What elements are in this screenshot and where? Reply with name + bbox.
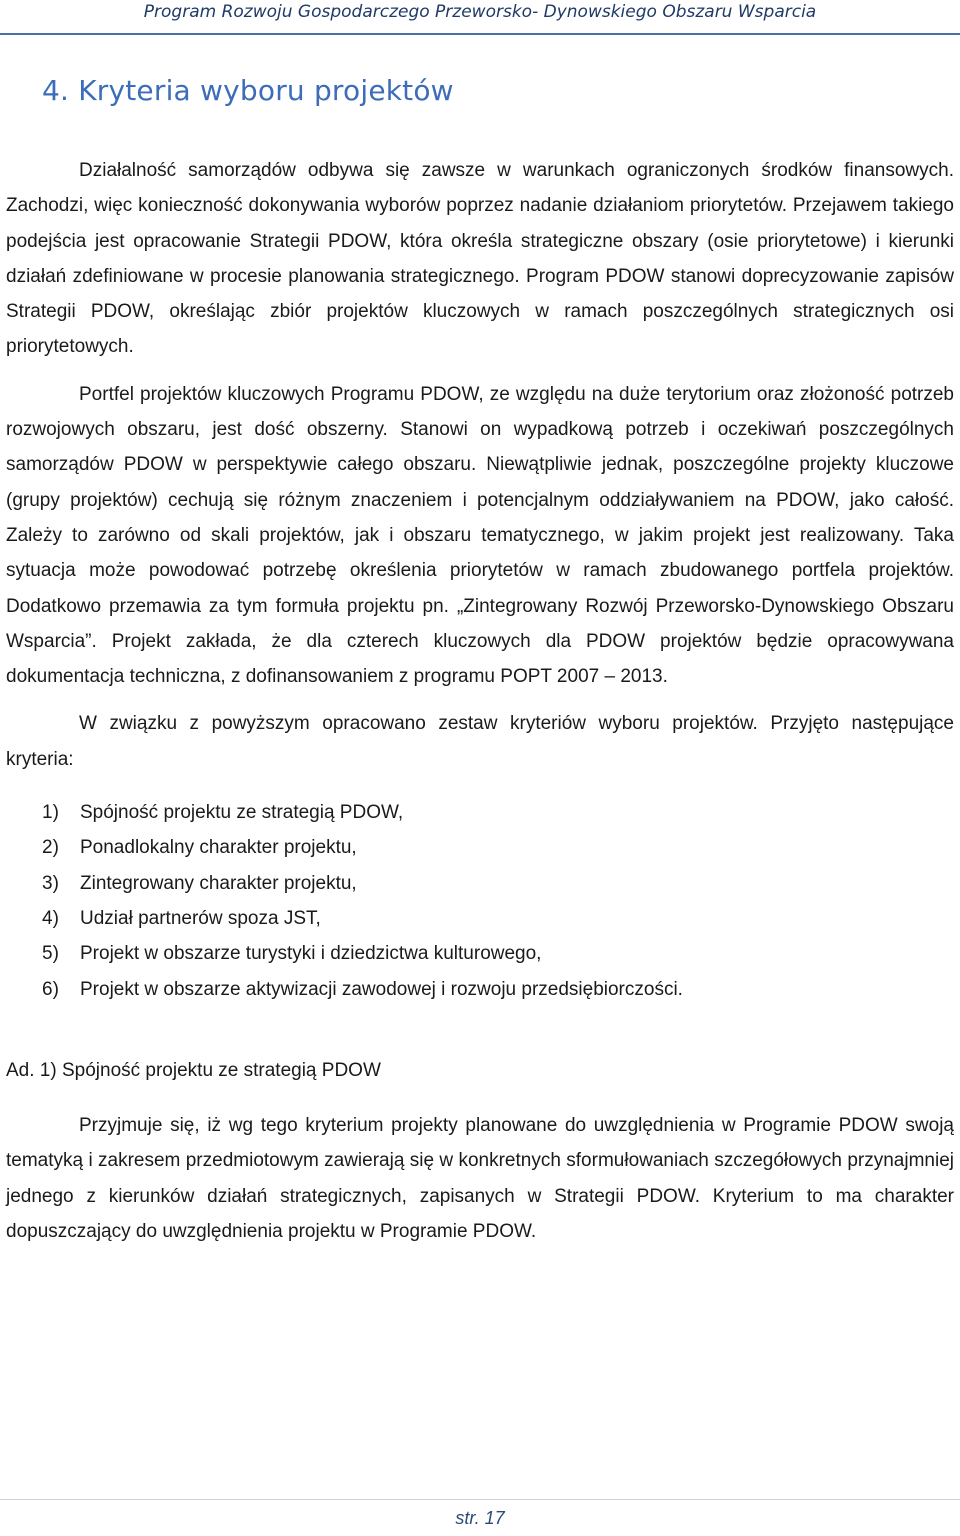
list-item-text: Spójność projektu ze strategią PDOW, (80, 802, 404, 824)
paragraph-portfolio: Portfel projektów kluczowych Programu PDOW, ze względu na duże terytorium oraz złożoność potrzeb rozwojowych obszaru, jest dość obszerny. Stanowi on wypadkową potrzeb i oczekiwań poszczególnych samorządów PDOW w perspektywie całego obszaru. Niewątpliwie jednak, poszczególne projekty kluczowe (grupy projektów) cechują się różnym znaczeniem i potencjalnym oddziaływaniem na PDOW, jako całość. Zależy to zarówno od skali projektów, jak i obszaru tematycznego, w jakim projekt jest realizowany. Taka sytuacja może powodować potrzebę określenia priorytetów w ramach zbudowanego portfela projektów. Dodatkowo przemawia za tym formuła projektu pn. „Zintegrowany Rozwój Przeworsko-Dynowskiego Obszaru Wsparcia”. Projekt zakłada, że dla czterech kluczowych dla PDOW projektów będzie opracowywana dokumentacja techniczna, z dofinansowaniem z programu POPT 2007 – 2013. (6, 383, 954, 688)
footer-rule (0, 1499, 960, 1500)
list-item (6, 866, 954, 901)
list-item (6, 936, 954, 971)
list-item-number: 1) (42, 802, 59, 824)
list-item (6, 830, 954, 865)
list-item (6, 972, 954, 1007)
criteria-list (6, 795, 954, 1007)
subsection-heading: Ad. 1) Spójność projektu ze strategią PDOW (6, 1059, 381, 1081)
list-item-text: Zintegrowany charakter projektu, (80, 872, 357, 894)
body-content (6, 153, 954, 1249)
list-item-text: Projekt w obszarze aktywizacji zawodowej i rozwoju przedsiębiorczości. (80, 978, 683, 1000)
list-item (6, 901, 954, 936)
list-item-text: Udział partnerów spoza JST, (80, 907, 321, 929)
page-number: str. 17 (455, 1508, 505, 1528)
list-item-number: 2) (42, 837, 59, 859)
list-item-number: 4) (42, 907, 59, 929)
list-item-number: 6) (42, 978, 59, 1000)
section-heading: 4. Kryteria wyboru projektów (42, 74, 454, 107)
header-rule (0, 33, 960, 35)
list-item-text: Projekt w obszarze turystyki i dziedzictwa kulturowego, (80, 943, 542, 965)
paragraph-criterion-1: Przyjmuje się, iż wg tego kryterium projekty planowane do uwzględnienia w Programie PDOW swoją tematyką i zakresem przedmiotowym zawierają się w konkretnych sformułowaniach szczegółowych przynajmniej jednego z kierunków działań strategicznych, zapisanych w Strategii PDOW. Kryterium to ma charakter dopuszczający do uwzględnienia projektu w Programie PDOW. (6, 1115, 954, 1243)
list-item-number: 5) (42, 943, 59, 965)
list-item-text: Ponadlokalny charakter projektu, (80, 837, 357, 859)
list-item-number: 3) (42, 872, 59, 894)
paragraph-criteria-intro: W związku z powyższym opracowano zestaw kryteriów wyboru projektów. Przyjęto następujące kryteria: (6, 713, 954, 770)
running-header: Program Rozwoju Gospodarczego Przeworsko- Dynowskiego Obszaru Wsparcia (143, 2, 817, 22)
list-item (6, 795, 954, 830)
paragraph-intro: Działalność samorządów odbywa się zawsze w warunkach ograniczonych środków finansowych. Zachodzi, więc konieczność dokonywania wyborów poprzez nadanie działaniom priorytetów. Przejawem takiego podejścia jest opracowanie Strategii PDOW, która określa strategiczne obszary (osie priorytetowe) i kierunki działań zdefiniowane w procesie planowania strategicznego. Program PDOW stanowi doprecyzowanie zapisów Strategii PDOW, określając zbiór projektów kluczowych w ramach poszczególnych strategicznych osi priorytetowych. (6, 160, 954, 358)
